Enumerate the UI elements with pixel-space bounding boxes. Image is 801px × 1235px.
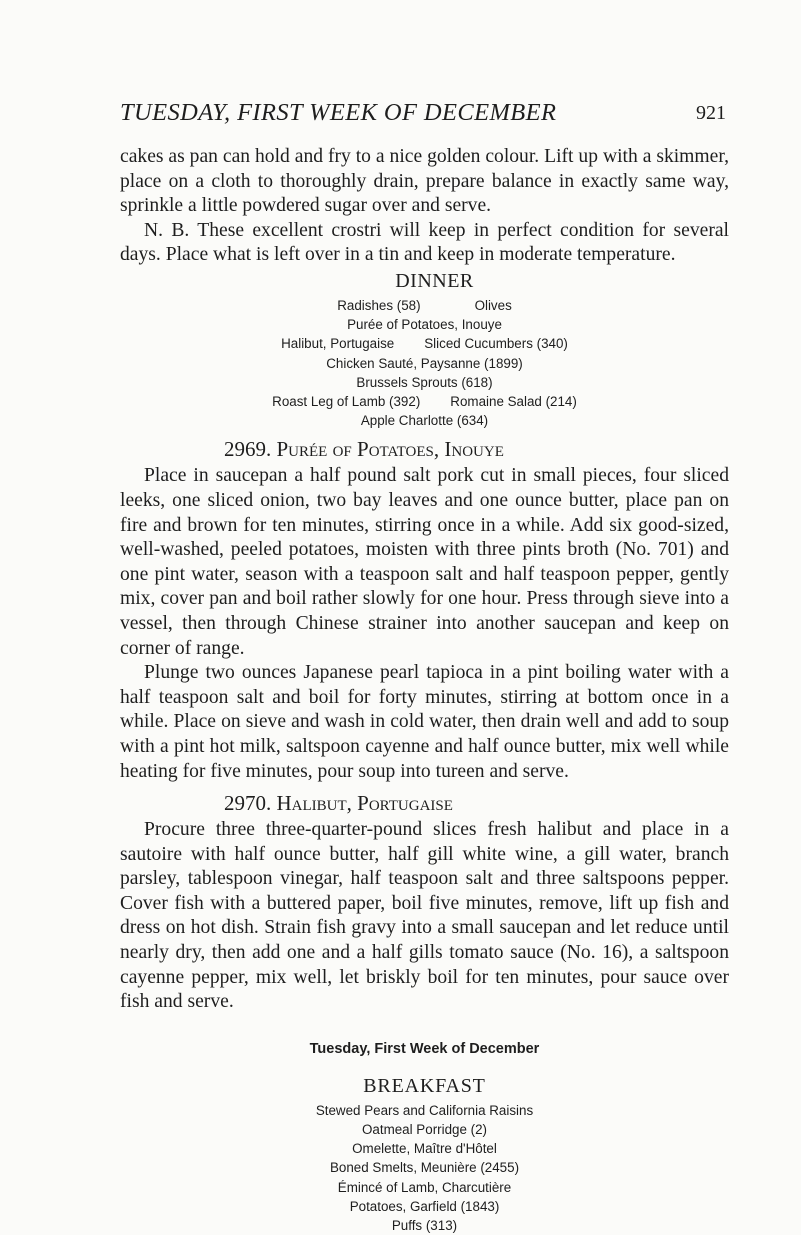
menu-item: Radishes (58): [337, 297, 421, 313]
recipe-number: 2969.: [224, 437, 272, 462]
running-title: TUESDAY, FIRST WEEK OF DECEMBER: [120, 99, 557, 126]
menu-item: Boned Smelts, Meunière (2455): [329, 1160, 520, 1176]
page-body: [120, 145, 729, 1235]
recipe-paragraph: Place in saucepan a half pound salt pork cut in small pieces, four sliced leeks, one sliced onion, two bay leaves and one ounce butter, place pan on fire and brown for ten minutes, stirring once in a while. Add six good-sized, well-washed, peeled potatoes, moisten with three pints broth (No. 701) and one pint water, season with a teaspoon salt and half teaspoon pepper, gently mix, cover pan and boil rather slowly for one hour. Press through sieve into a vessel, then through Chinese strainer into another saucepan and keep on corner of range.: [120, 465, 729, 659]
dinner-heading: DINNER: [395, 269, 474, 292]
dinner-menu: [120, 296, 729, 430]
day-heading: Tuesday, First Week of December: [309, 1040, 540, 1057]
recipe-number: 2970.: [224, 791, 272, 816]
menu-item: Omelette, Maître d'Hôtel: [352, 1141, 497, 1157]
menu-item: Purée of Potatoes, Inouye: [347, 317, 502, 333]
recipe-title: Halibut, Portugaise: [276, 791, 453, 816]
menu-item: Apple Charlotte (634): [360, 413, 489, 429]
menu-item: Sliced Cucumbers (340): [424, 336, 568, 352]
page-number: 921: [696, 102, 726, 124]
recipe-heading: [120, 790, 729, 816]
recipe-paragraph: Procure three three-quarter-pound slices fresh halibut and place in a sautoire with half ounce butter, half gill white wine, a gill water, branch parsley, tablespoon vinegar, half teaspoon salt and three saltspoons pepper. Cover fish with a buttered paper, boil five minutes, remove, lift up fish and dress on hot dish. Strain fish gravy into a small saucepan and let reduce until nearly dry, then add one and a half gills tomato sauce (No. 16), a saltspoon cayenne pepper, mix well, let briskly boil for ten minutes, pour sauce over fish and serve.: [120, 819, 729, 1013]
menu-line: [120, 354, 729, 373]
running-header: [120, 99, 726, 131]
intro-paragraph-2: N. B. These excellent crostri will keep in perfect condition for several days. Place what is left over in a tin and keep in moderate temperature.: [120, 219, 729, 266]
menu-item: Émincé of Lamb, Charcutière: [337, 1179, 512, 1195]
menu-item: Roast Leg of Lamb (392): [272, 393, 421, 409]
menu-item: Olives: [474, 297, 512, 313]
menu-item: Halibut, Portugaise: [281, 336, 395, 352]
recipe-paragraph: Plunge two ounces Japanese pearl tapioca in a pint boiling water with a half teaspoon salt and boil for forty minutes, stirring at bottom once in a while. Place on sieve and wash in cold water, then drain well and add to soup with a pint hot milk, saltspoon cayenne and half ounce butter, mix well while heating for five minutes, pour soup into tureen and serve.: [120, 662, 729, 782]
menu-item: Oatmeal Porridge (2): [361, 1122, 488, 1138]
menu-line: [120, 373, 729, 392]
menu-item: Romaine Salad (214): [450, 393, 577, 409]
breakfast-menu: [120, 1101, 729, 1235]
menu-line: [120, 392, 729, 411]
recipe-heading: [120, 436, 729, 462]
menu-item: Potatoes, Garfield (1843): [349, 1198, 500, 1214]
menu-item: Chicken Sauté, Paysanne (1899): [326, 355, 523, 371]
menu-item: Puffs (313): [391, 1218, 458, 1234]
menu-item: Stewed Pears and California Raisins: [315, 1102, 534, 1118]
menu-line: [120, 296, 729, 315]
recipe-title: Purée of Potatoes, Inouye: [276, 437, 504, 462]
menu-line: [120, 411, 729, 430]
menu-item: Brussels Sprouts (618): [356, 374, 493, 390]
intro-paragraph-1: cakes as pan can hold and fry to a nice golden colour. Lift up with a skimmer, place on a cloth to thoroughly drain, prepare balance in exactly same way, sprinkle a little powdered sugar over and serve.: [120, 146, 729, 217]
menu-line: [120, 334, 729, 353]
breakfast-heading: BREAKFAST: [363, 1074, 486, 1097]
menu-line: [120, 315, 729, 334]
